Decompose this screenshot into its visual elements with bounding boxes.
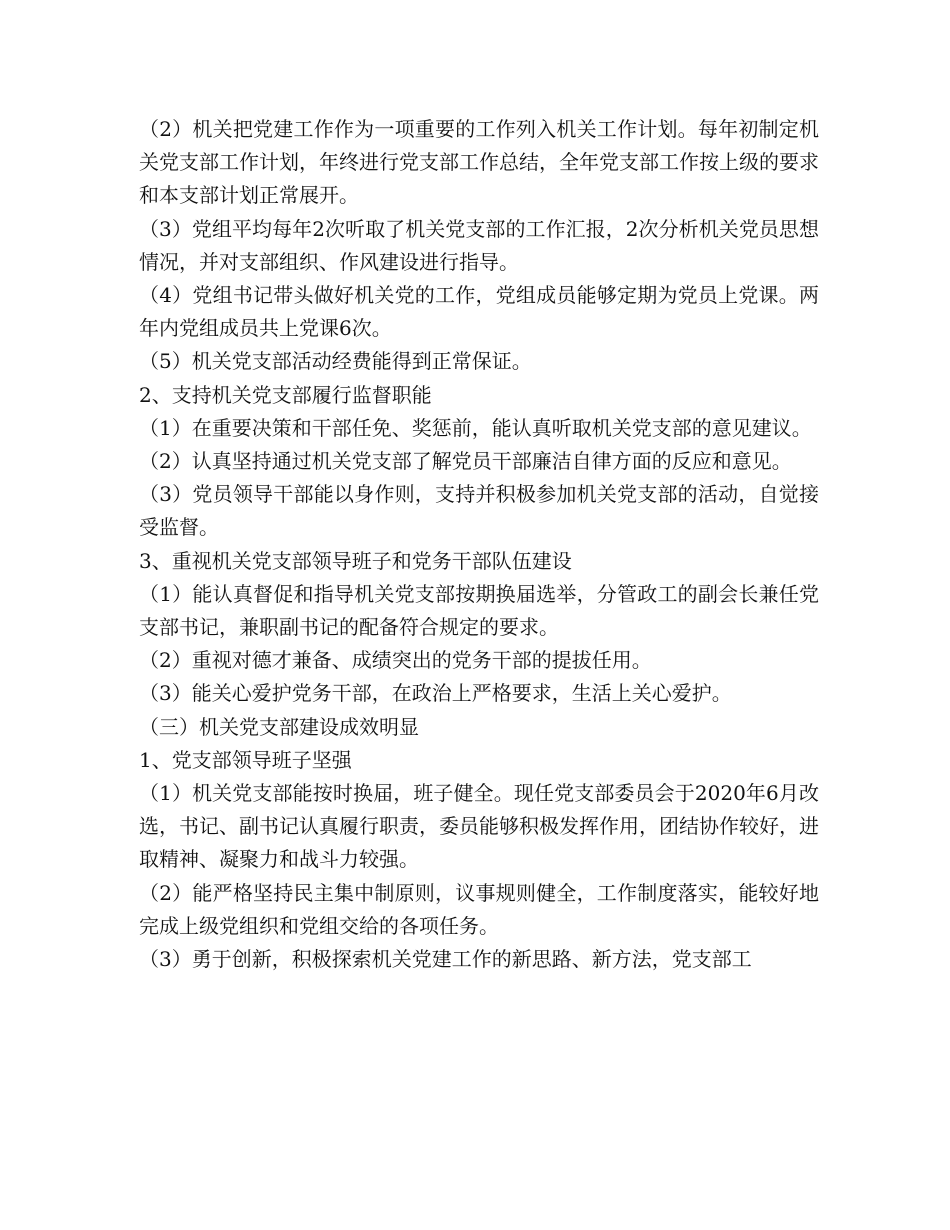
document-body bbox=[139, 113, 819, 976]
paragraph-17: （3）勇于创新，积极探索机关党建工作的新思路、新方法，党支部工 bbox=[139, 947, 752, 972]
paragraph-8: （3）党员领导干部能以身作则，支持并积极参加机关党支部的活动，自觉接受监督。 bbox=[139, 482, 819, 540]
paragraph-3: （4）党组书记带头做好机关党的工作，党组成员能够定期为党员上党课。两年内党组成员共上党课6次。 bbox=[139, 283, 819, 341]
paragraph-7: （2）认真坚持通过机关党支部了解党员干部廉洁自律方面的反应和意见。 bbox=[139, 449, 792, 474]
paragraph-15: （1）机关党支部能按时换届，班子健全。现任党支部委员会于2020年6月改选，书记、副书记认真履行职责，委员能够积极发挥作用，团结协作较好，进取精神、凝聚力和战斗力较强。 bbox=[139, 781, 819, 872]
section-heading-2: 2、支持机关党支部履行监督职能 bbox=[139, 382, 432, 407]
paragraph-1: （2）机关把党建工作作为一项重要的工作列入机关工作计划。每年初制定机关党支部工作计划，年终进行党支部工作总结，全年党支部工作按上级的要求和本支部计划正常展开。 bbox=[139, 117, 819, 208]
paragraph-6: （1）在重要决策和干部任免、奖惩前，能认真听取机关党支部的意见建议。 bbox=[139, 415, 812, 440]
paragraph-16: （2）能严格坚持民主集中制原则，议事规则健全，工作制度落实，能较好地完成上级党组织和党组交给的各项任务。 bbox=[139, 880, 819, 938]
paragraph-4: （5）机关党支部活动经费能得到正常保证。 bbox=[139, 349, 532, 374]
paragraph-12: （3）能关心爱护党务干部，在政治上严格要求，生活上关心爱护。 bbox=[139, 681, 732, 706]
paragraph-11: （2）重视对德才兼备、成绩突出的党务干部的提拔任用。 bbox=[139, 648, 652, 673]
section-heading-san: （三）机关党支部建设成效明显 bbox=[139, 714, 419, 739]
paragraph-10: （1）能认真督促和指导机关党支部按期换届选举，分管政工的副会长兼任党支部书记，兼职副书记的配备符合规定的要求。 bbox=[139, 581, 819, 640]
paragraph-2: （3）党组平均每年2次听取了机关党支部的工作汇报，2次分析机关党员思想情况，并对支部组织、作风建设进行指导。 bbox=[139, 216, 819, 274]
subsection-heading-1: 1、党支部领导班子坚强 bbox=[139, 747, 352, 772]
section-heading-3: 3、重视机关党支部领导班子和党务干部队伍建设 bbox=[139, 548, 572, 573]
